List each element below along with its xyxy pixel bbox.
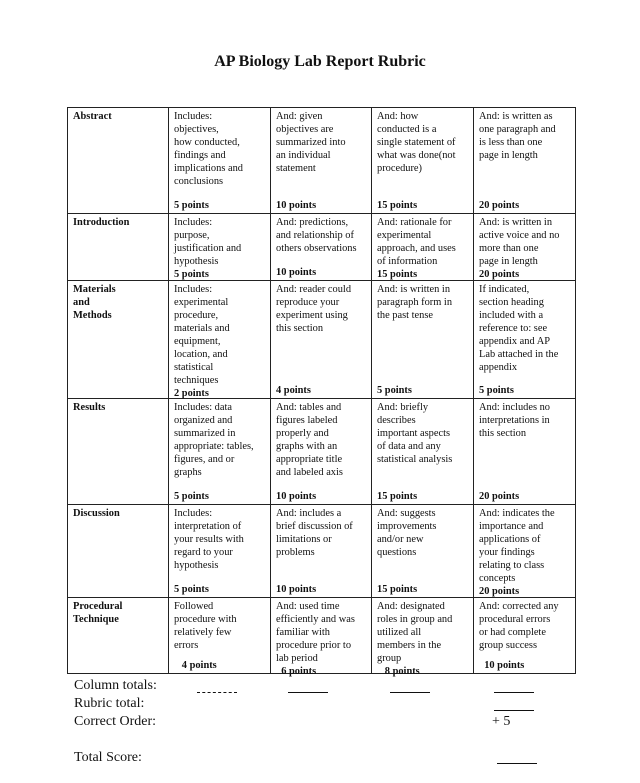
column-total-blank-3[interactable]: [390, 692, 430, 693]
table-row: [68, 281, 576, 399]
rubric-cell: [474, 505, 576, 598]
page-title: AP Biology Lab Report Rubric: [214, 53, 426, 70]
criteria-text: And: is written in active voice and no more than one page in length: [479, 217, 560, 267]
correct-order-value: + 5: [492, 714, 511, 729]
rubric-cell-content: [377, 507, 469, 596]
rubric-cell-content: [276, 507, 367, 596]
rubric-cell: [474, 214, 576, 281]
points-label: 10 points: [276, 584, 317, 595]
rubric-total-label: Rubric total:: [74, 696, 145, 711]
rubric-cell: [474, 281, 576, 399]
table-row: [68, 108, 576, 214]
rubric-cell-content: [276, 110, 367, 212]
points-label: 8 points: [377, 666, 420, 677]
rubric-cell-content: [174, 401, 266, 503]
rubric-cell-content: [276, 216, 367, 279]
criteria-text: And: indicates the importance and applications of your findings relating to class concepts: [479, 508, 555, 584]
criteria-text: And: is written as one paragraph and is less than one page in length: [479, 111, 556, 161]
rubric-table: [67, 107, 576, 677]
rubric-cell: [372, 399, 474, 505]
row-header-label: Introduction: [73, 217, 130, 228]
rubric-cell: [372, 281, 474, 399]
table-row: [68, 505, 576, 598]
column-total-blank-2[interactable]: [288, 692, 328, 693]
rubric-total-blank[interactable]: [494, 710, 534, 711]
correct-order-label: Correct Order:: [74, 714, 157, 729]
rubric-cell: [372, 505, 474, 598]
table-row: [68, 214, 576, 281]
points-label: 5 points: [174, 584, 209, 595]
row-header: [68, 399, 169, 505]
points-label: 5 points: [174, 200, 209, 211]
rubric-cell-content: [174, 507, 266, 596]
criteria-text: And: designated roles in group and utilized all members in the group: [377, 601, 453, 664]
points-label: 20 points: [479, 269, 520, 280]
rubric-cell-content: [276, 401, 367, 503]
points-label: 20 points: [479, 491, 520, 502]
points-label: 15 points: [377, 491, 418, 502]
rubric-cell: [474, 108, 576, 214]
rubric-cell-content: [276, 600, 367, 677]
rubric-cell-content: [479, 216, 571, 279]
row-header-label: Materials and Methods: [73, 284, 116, 321]
row-header: [68, 214, 169, 281]
criteria-text: And: rationale for experimental approach, and uses of information: [377, 217, 456, 267]
criteria-text: And: includes a brief discussion of limitations or problems: [276, 508, 353, 558]
criteria-text: Includes: interpretation of your results with regard to your hypothesis: [174, 508, 244, 571]
points-label: 5 points: [377, 385, 412, 396]
rubric-cell: [169, 399, 271, 505]
rubric-cell: [474, 598, 576, 674]
points-label: 20 points: [479, 586, 520, 597]
rubric-cell: [169, 505, 271, 598]
row-header: [68, 598, 169, 674]
column-total-blank-1[interactable]: [197, 692, 237, 693]
criteria-text: And: briefly describes important aspects of data and any statistical analysis: [377, 402, 453, 465]
criteria-text: And: suggests improvements and/or new questions: [377, 508, 437, 558]
table-row: [68, 399, 576, 505]
criteria-text: And: corrected any procedural errors or had complete group success: [479, 601, 559, 651]
rubric-cell-content: [377, 110, 469, 212]
table-row: [68, 598, 576, 674]
points-label: 10 points: [276, 200, 317, 211]
rubric-cell-content: [377, 401, 469, 503]
rubric-cell: [474, 399, 576, 505]
rubric-cell-content: [174, 600, 266, 672]
points-label: 2 points: [174, 388, 209, 399]
rubric-cell: [372, 108, 474, 214]
rubric-cell: [271, 214, 372, 281]
points-label: 10 points: [276, 267, 317, 278]
points-label: 10 points: [276, 491, 317, 502]
rubric-cell: [271, 281, 372, 399]
row-header: [68, 108, 169, 214]
points-label: 10 points: [479, 660, 525, 671]
rubric-cell: [169, 108, 271, 214]
rubric-cell: [271, 598, 372, 677]
rubric-cell: [372, 214, 474, 281]
row-header-label: Abstract: [73, 111, 112, 122]
column-totals-label: Column totals:: [74, 678, 157, 693]
points-label: 15 points: [377, 584, 418, 595]
rubric-cell-content: [479, 507, 571, 596]
rubric-cell: [169, 281, 271, 399]
total-score-blank[interactable]: [497, 763, 537, 764]
points-label: 15 points: [377, 269, 418, 280]
rubric-cell-content: [174, 216, 266, 279]
rubric-cell: [271, 399, 372, 505]
points-label: 4 points: [174, 660, 217, 671]
row-header: [68, 281, 169, 399]
total-score-label: Total Score:: [74, 750, 142, 765]
criteria-text: And: includes no interpretations in this section: [479, 402, 550, 439]
points-label: 6 points: [276, 666, 317, 677]
rubric-cell: [372, 598, 474, 677]
rubric-cell: [169, 598, 271, 674]
rubric-cell-content: [377, 216, 469, 279]
rubric-cell: [271, 505, 372, 598]
rubric-cell: [271, 108, 372, 214]
points-label: 15 points: [377, 200, 418, 211]
criteria-text: Includes: experimental procedure, materials and equipment, location, and statistical techniques: [174, 284, 230, 386]
rubric-cell: [169, 214, 271, 281]
criteria-text: And: predictions, and relationship of others observations: [276, 217, 357, 254]
rubric-cell-content: [479, 401, 571, 503]
criteria-text: And: reader could reproduce your experiment using this section: [276, 284, 352, 334]
criteria-text: Includes: data organized and summarized in appropriate: tables, figures, and or graphs: [174, 402, 254, 478]
criteria-text: Includes: objectives, how conducted, findings and implications and conclusions: [174, 111, 243, 187]
rubric-cell-content: [377, 283, 469, 397]
row-header-label: Results: [73, 402, 106, 413]
criteria-text: And: tables and figures labeled properly and graphs with an appropriate title and labeled axis: [276, 402, 343, 478]
criteria-text: And: given objectives are summarized into an individual statement: [276, 111, 346, 174]
row-header-label: Procedural Technique: [73, 601, 123, 625]
points-label: 4 points: [276, 385, 311, 396]
rubric-cell-content: [479, 283, 571, 397]
rubric-cell-content: [174, 110, 266, 212]
points-label: 5 points: [479, 385, 514, 396]
points-label: 20 points: [479, 200, 520, 211]
criteria-text: And: used time efficiently and was familiar with procedure prior to lab period: [276, 601, 355, 664]
points-label: 5 points: [174, 269, 209, 280]
criteria-text: If indicated, section heading included with a reference to: see appendix and AP Lab attached in the appendix: [479, 284, 559, 373]
rubric-cell-content: [377, 600, 469, 677]
rubric-cell-content: [479, 110, 571, 212]
criteria-text: Followed procedure with relatively few errors: [174, 601, 237, 651]
rubric-cell-content: [276, 283, 367, 397]
row-header: [68, 505, 169, 598]
criteria-text: Includes: purpose, justification and hypothesis: [174, 217, 242, 267]
criteria-text: And: how conducted is a single statement of what was done(not procedure): [377, 111, 456, 174]
rubric-cell-content: [174, 283, 266, 397]
row-header-label: Discussion: [73, 508, 120, 519]
column-total-blank-4[interactable]: [494, 692, 534, 693]
criteria-text: And: is written in paragraph form in the past tense: [377, 284, 453, 321]
points-label: 5 points: [174, 491, 209, 502]
rubric-cell-content: [479, 600, 571, 672]
